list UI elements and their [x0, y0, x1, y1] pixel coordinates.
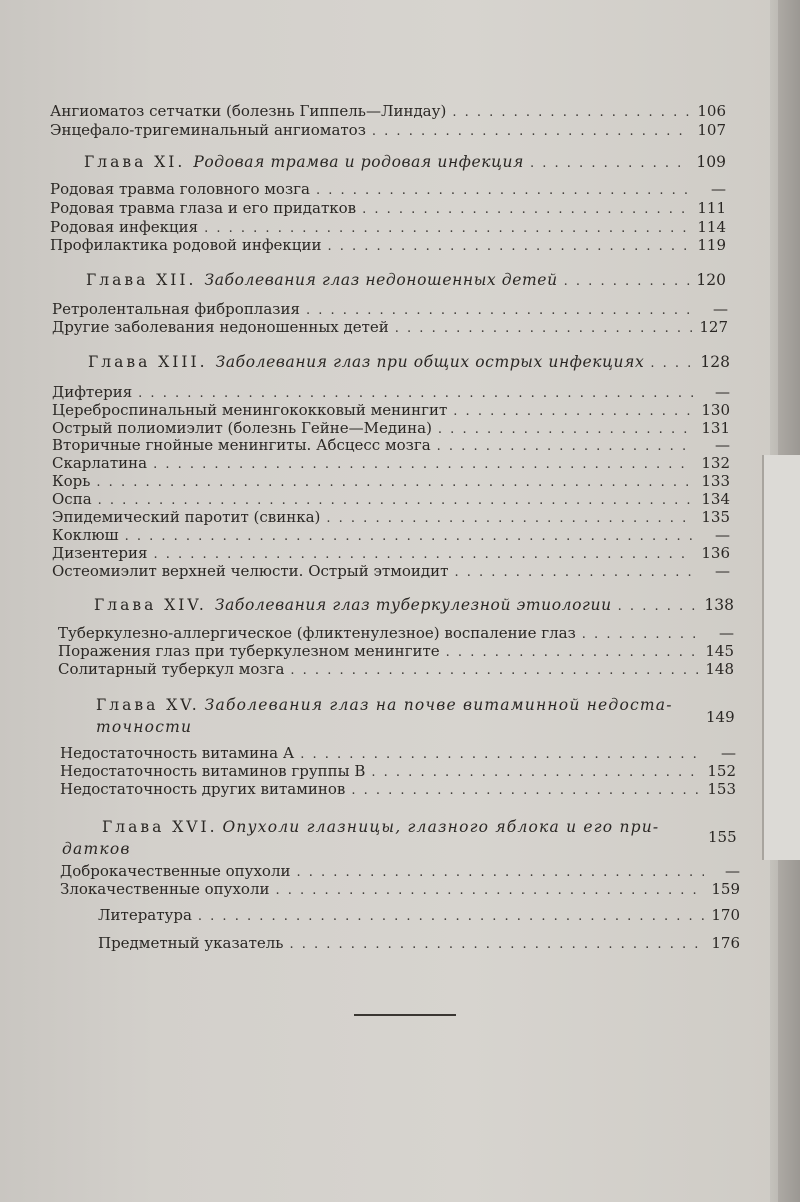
toc-entry: Литература . . . 170 [98, 906, 740, 926]
chapter-heading: Глава XII. Заболевания глаз недоношенных детей . . . 120 [86, 271, 726, 291]
toc-entry: Предметный указатель . . . 176 [98, 934, 740, 954]
toc-entry: Острый полиомиэлит (болезнь Гейне—Медина) . . . 131 [52, 419, 730, 439]
toc-entry: Вторичные гнойные менингиты. Абсцесс мозга . . . — [52, 436, 730, 456]
toc-entry: Недостаточность витаминов группы В . . . 152 [60, 762, 736, 782]
chapter-heading: Глава XIII. Заболевания глаз при общих острых инфекциях . . . 128 [88, 353, 730, 373]
toc-entry: Дифтерия . . . — [52, 383, 730, 403]
toc-entry: Недостаточность витамина А . . . — [60, 744, 736, 764]
toc-entry: Солитарный туберкул мозга . . . 148 [58, 660, 734, 680]
toc-entry: Туберкулезно-аллергическое (фликтенулезное) воспаление глаз . . . — [58, 624, 734, 644]
toc-entry: Другие заболевания недоношенных детей . . . 127 [52, 318, 728, 338]
toc-entry: Ангиоматоз сетчатки (болезнь Гиппель—Линдау) . . . 106 [50, 102, 726, 122]
chapter-heading: Глава XIV. Заболевания глаз туберкулезной этиологии . . . 138 [94, 596, 734, 616]
toc-entry: Злокачественные опухоли . . . 159 [60, 880, 740, 900]
chapter-page-number: 155 [708, 828, 737, 846]
toc-entry: Дизентерия . . . 136 [52, 544, 730, 564]
chapter-heading: Глава XVI. Опухоли глазницы, глазного яблока и его при- датков [62, 818, 660, 858]
toc-entry: Корь . . . 133 [52, 472, 730, 492]
toc-entry: Родовая травма глаза и его придатков . . . 111 [50, 199, 726, 219]
chapter-heading: Глава XI. Родовая трамва и родовая инфекция . . . 109 [84, 153, 726, 173]
toc-entry: Родовая инфекция . . . 114 [50, 218, 726, 238]
toc-entry: Родовая травма головного мозга . . . — [50, 180, 726, 200]
toc-entry: Эпидемический паротит (свинка) . . . 135 [52, 508, 730, 528]
toc-entry: Цереброспинальный менингококковый менингит . . . 130 [52, 401, 730, 421]
toc-entry: Коклюш . . . — [52, 526, 730, 546]
toc-entry: Скарлатина . . . 132 [52, 454, 730, 474]
toc-entry: Поражения глаз при туберкулезном менингите . . . 145 [58, 642, 734, 662]
toc-entry: Энцефало-тригеминальный ангиоматоз . . . 107 [50, 121, 726, 141]
toc-entry: Остеомиэлит верхней челюсти. Острый этмоидит . . . — [52, 562, 730, 582]
toc-entry: Недостаточность других витаминов . . . 153 [60, 780, 736, 800]
toc-entry: Ретролентальная фиброплазия . . . — [52, 300, 728, 320]
chapter-page-number: 149 [706, 708, 735, 726]
toc-entry: Оспа . . . 134 [52, 490, 730, 510]
chapter-heading: Глава XV. Заболевания глаз на почве витаминной недоста- точности [96, 696, 673, 736]
toc-entry: Профилактика родовой инфекции . . . 119 [50, 236, 726, 256]
end-rule [354, 1014, 456, 1016]
toc-entry: Доброкачественные опухоли . . . — [60, 862, 740, 882]
